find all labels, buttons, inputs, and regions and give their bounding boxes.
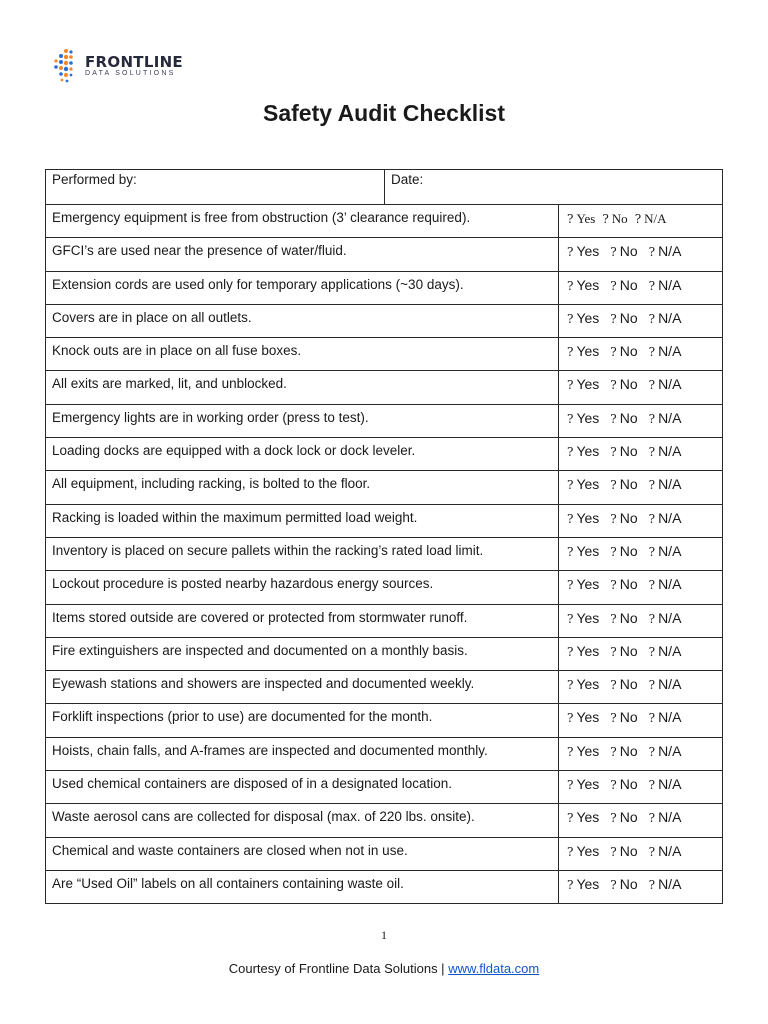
option-na[interactable]	[649, 310, 682, 326]
option-label: N/A	[658, 343, 682, 360]
option-label: No	[619, 709, 638, 726]
checkbox-placeholder-icon[interactable]: ?	[567, 611, 574, 626]
option-label: No	[619, 509, 638, 526]
option-yes[interactable]	[567, 310, 599, 326]
checklist-item-text: Chemical and waste containers are closed when not in use.	[46, 837, 559, 870]
checklist-row	[46, 404, 723, 437]
option-yes[interactable]	[567, 243, 599, 259]
checkbox-placeholder-icon[interactable]: ?	[567, 278, 574, 293]
option-na[interactable]	[649, 543, 682, 559]
checklist-item-text: Inventory is placed on secure pallets within the racking’s rated load limit.	[46, 537, 559, 570]
option-label: N/A	[658, 842, 682, 859]
checklist-options	[559, 304, 723, 337]
option-label: N/A	[658, 376, 682, 393]
footer-text: Courtesy of Frontline Data Solutions |	[228, 961, 449, 976]
option-label: N/A	[658, 409, 682, 426]
option-yes[interactable]	[567, 676, 599, 692]
option-label: Yes	[576, 709, 600, 726]
option-label: No	[619, 842, 638, 859]
option-label: N/A	[658, 742, 682, 759]
checkbox-placeholder-icon[interactable]: ?	[648, 778, 656, 793]
checklist-item-text: All exits are marked, lit, and unblocked.	[46, 371, 559, 404]
option-yes[interactable]	[567, 809, 599, 825]
page-number: 1	[381, 928, 387, 942]
option-yes[interactable]	[567, 576, 599, 592]
checkbox-placeholder-icon[interactable]: ?	[648, 245, 656, 260]
checkbox-placeholder-icon[interactable]: ?	[567, 644, 574, 659]
checkbox-placeholder-icon[interactable]: ?	[648, 278, 656, 293]
option-label: Yes	[576, 842, 600, 859]
option-no[interactable]	[610, 376, 637, 392]
option-no[interactable]	[610, 776, 637, 792]
checklist-row	[46, 604, 723, 637]
option-label: N/A	[658, 776, 682, 793]
option-label: Yes	[576, 509, 600, 526]
checkbox-placeholder-icon[interactable]: ?	[648, 678, 656, 693]
option-label: No	[619, 676, 638, 693]
checklist-row	[46, 771, 723, 804]
option-label: Yes	[576, 742, 600, 759]
checkbox-placeholder-icon[interactable]: ?	[567, 378, 574, 393]
footer-link[interactable]: www.fldata.com	[448, 961, 540, 976]
option-na[interactable]	[649, 443, 682, 459]
checkbox-placeholder-icon[interactable]: ?	[648, 378, 656, 393]
checklist-item-text: Are “Used Oil” labels on all containers containing waste oil.	[46, 870, 559, 903]
checklist-row	[46, 471, 723, 504]
checklist-row	[46, 238, 723, 271]
checklist-row	[46, 371, 723, 404]
checkbox-placeholder-icon[interactable]: ?	[567, 778, 574, 793]
option-label: N/A	[658, 476, 682, 493]
option-label: Yes	[576, 343, 600, 360]
checkbox-placeholder-icon[interactable]: ?	[567, 478, 574, 493]
checklist-row	[46, 537, 723, 570]
option-label: N/A	[658, 243, 682, 260]
checkbox-placeholder-icon[interactable]: ?	[610, 877, 617, 892]
checklist-item-text: Loading docks are equipped with a dock lock or dock leveler.	[46, 438, 559, 471]
option-label: No	[619, 343, 638, 360]
checkbox-placeholder-icon[interactable]: ?	[567, 678, 574, 693]
checkbox-placeholder-icon[interactable]: ?	[567, 844, 574, 859]
checklist-item-text: Racking is loaded within the maximum permitted load weight.	[46, 504, 559, 537]
checkbox-placeholder-icon[interactable]: ?	[648, 345, 656, 360]
option-na[interactable]	[649, 809, 682, 825]
header-row	[46, 170, 723, 205]
checklist-row	[46, 571, 723, 604]
checkbox-placeholder-icon[interactable]: ?	[610, 278, 617, 293]
checklist-row	[46, 304, 723, 337]
checkbox-placeholder-icon[interactable]: ?	[567, 245, 574, 260]
option-label: N/A	[658, 609, 682, 626]
option-no[interactable]	[610, 876, 637, 892]
checklist-row	[46, 637, 723, 670]
checkbox-placeholder-icon[interactable]: ?	[567, 311, 574, 326]
option-na[interactable]	[649, 410, 682, 426]
option-label: No	[619, 875, 638, 892]
checkbox-placeholder-icon[interactable]: ?	[648, 844, 656, 859]
checkbox-placeholder-icon[interactable]: ?	[648, 644, 656, 659]
option-no[interactable]	[610, 843, 637, 859]
option-na[interactable]	[649, 843, 682, 859]
option-label: Yes	[576, 642, 600, 659]
option-label: N/A	[658, 642, 682, 659]
checklist-row	[46, 338, 723, 371]
checklist-row	[46, 804, 723, 837]
option-na[interactable]	[649, 676, 682, 692]
option-na[interactable]	[649, 776, 682, 792]
checklist-item-text: Eyewash stations and showers are inspected and documented weekly.	[46, 671, 559, 704]
option-no[interactable]	[610, 277, 637, 293]
checklist-row	[46, 504, 723, 537]
option-label: No	[619, 642, 638, 659]
checklist-row	[46, 737, 723, 770]
checklist-row	[46, 704, 723, 737]
option-no[interactable]	[610, 610, 637, 626]
option-label: Yes	[576, 211, 596, 226]
option-label: N/A	[644, 211, 667, 226]
option-yes[interactable]	[567, 643, 599, 659]
option-label: No	[619, 476, 638, 493]
checklist-item-text: Knock outs are in place on all fuse boxes.	[46, 338, 559, 371]
checkbox-placeholder-icon[interactable]: ?	[648, 311, 656, 326]
option-na[interactable]	[649, 610, 682, 626]
checklist-item-text: Extension cords are used only for temporary applications (~30 days).	[46, 271, 559, 304]
option-no[interactable]	[610, 310, 637, 326]
checkbox-placeholder-icon[interactable]: ?	[567, 744, 574, 759]
option-na[interactable]	[649, 476, 682, 492]
checklist-options	[559, 771, 723, 804]
option-label: Yes	[576, 609, 600, 626]
checklist-options	[559, 238, 723, 271]
checkbox-placeholder-icon[interactable]: ?	[567, 877, 574, 892]
checkbox-placeholder-icon[interactable]: ?	[648, 578, 656, 593]
checkbox-placeholder-icon[interactable]: ?	[610, 844, 617, 859]
checklist-options	[559, 504, 723, 537]
option-yes[interactable]	[567, 443, 599, 459]
checkbox-placeholder-icon[interactable]: ?	[610, 345, 617, 360]
option-label: Yes	[576, 376, 600, 393]
checkbox-placeholder-icon[interactable]: ?	[610, 678, 617, 693]
option-label: N/A	[658, 875, 682, 892]
option-label: No	[619, 542, 638, 559]
checkbox-placeholder-icon[interactable]: ?	[567, 578, 574, 593]
checklist-item-text: Waste aerosol cans are collected for disposal (max. of 220 lbs. onsite).	[46, 804, 559, 837]
checklist-options	[559, 604, 723, 637]
option-label: Yes	[576, 809, 600, 826]
option-yes[interactable]	[567, 543, 599, 559]
option-label: N/A	[658, 309, 682, 326]
option-yes[interactable]	[567, 510, 599, 526]
option-label: Yes	[576, 409, 600, 426]
checkbox-placeholder-icon[interactable]: ?	[610, 811, 617, 826]
option-yes[interactable]	[567, 743, 599, 759]
option-label: No	[619, 609, 638, 626]
checklist-row	[46, 837, 723, 870]
option-no[interactable]	[610, 576, 637, 592]
option-label: N/A	[658, 676, 682, 693]
option-label: Yes	[576, 576, 600, 593]
option-label: Yes	[576, 476, 600, 493]
option-na[interactable]	[649, 243, 682, 259]
option-no[interactable]	[610, 510, 637, 526]
option-yes[interactable]	[567, 876, 599, 892]
checkbox-placeholder-icon[interactable]: ?	[567, 345, 574, 360]
option-yes[interactable]	[567, 610, 599, 626]
option-label: No	[619, 576, 638, 593]
checklist-row	[46, 671, 723, 704]
checklist-options	[559, 271, 723, 304]
option-no[interactable]	[602, 211, 627, 227]
checkbox-placeholder-icon[interactable]: ?	[648, 877, 656, 892]
frontline-logo-mark-icon	[52, 48, 80, 84]
option-na[interactable]	[649, 709, 682, 725]
checklist-options	[559, 737, 723, 770]
option-label: N/A	[658, 443, 682, 460]
checkbox-placeholder-icon[interactable]: ?	[610, 311, 617, 326]
checklist-item-text: Emergency lights are in working order (press to test).	[46, 404, 559, 437]
checkbox-placeholder-icon[interactable]: ?	[634, 212, 642, 226]
checkbox-placeholder-icon[interactable]: ?	[567, 511, 574, 526]
checklist-options	[559, 571, 723, 604]
option-na[interactable]	[649, 576, 682, 592]
checklist-options	[559, 338, 723, 371]
checklist-item-text: Hoists, chain falls, and A-frames are inspected and documented monthly.	[46, 737, 559, 770]
option-label: N/A	[658, 576, 682, 593]
date-label: Date:	[391, 172, 424, 187]
option-yes[interactable]	[567, 410, 599, 426]
checkbox-placeholder-icon[interactable]: ?	[648, 478, 656, 493]
checklist-table	[45, 169, 723, 904]
checklist-row	[46, 438, 723, 471]
checklist-item-text: Items stored outside are covered or protected from stormwater runoff.	[46, 604, 559, 637]
option-no[interactable]	[610, 543, 637, 559]
option-label: Yes	[576, 676, 600, 693]
checkbox-placeholder-icon[interactable]: ?	[567, 212, 574, 226]
checklist-row	[46, 271, 723, 304]
checkbox-placeholder-icon[interactable]: ?	[610, 644, 617, 659]
checkbox-placeholder-icon[interactable]: ?	[648, 711, 656, 726]
checklist-options	[559, 804, 723, 837]
option-label: No	[619, 309, 638, 326]
checklist-options	[559, 870, 723, 903]
option-no[interactable]	[610, 243, 637, 259]
checklist-item-text: All equipment, including racking, is bolted to the floor.	[46, 471, 559, 504]
checklist-options	[559, 471, 723, 504]
option-label: No	[619, 243, 638, 260]
option-na[interactable]	[635, 211, 667, 227]
option-no[interactable]	[610, 476, 637, 492]
option-yes[interactable]	[567, 776, 599, 792]
option-label: N/A	[658, 809, 682, 826]
checkbox-placeholder-icon[interactable]: ?	[567, 711, 574, 726]
checkbox-placeholder-icon[interactable]: ?	[567, 544, 574, 559]
option-yes[interactable]	[567, 843, 599, 859]
option-label: Yes	[576, 443, 600, 460]
option-no[interactable]	[610, 410, 637, 426]
option-label: No	[619, 409, 638, 426]
option-yes[interactable]	[567, 211, 595, 227]
checklist-options	[559, 537, 723, 570]
footer	[0, 961, 768, 976]
option-no[interactable]	[610, 443, 637, 459]
checklist-item-text: GFCI’s are used near the presence of water/fluid.	[46, 238, 559, 271]
checklist-item-text: Used chemical containers are disposed of in a designated location.	[46, 771, 559, 804]
checkbox-placeholder-icon[interactable]: ?	[567, 811, 574, 826]
checkbox-placeholder-icon[interactable]: ?	[602, 212, 609, 226]
option-no[interactable]	[610, 743, 637, 759]
option-na[interactable]	[649, 876, 682, 892]
option-na[interactable]	[649, 277, 682, 293]
option-label: Yes	[576, 542, 600, 559]
option-yes[interactable]	[567, 277, 599, 293]
option-label: Yes	[576, 276, 600, 293]
option-na[interactable]	[649, 743, 682, 759]
checklist-options	[559, 438, 723, 471]
logo-name: FRONTLINE	[85, 53, 183, 71]
option-label: N/A	[658, 276, 682, 293]
checklist-options	[559, 637, 723, 670]
checkbox-placeholder-icon[interactable]: ?	[610, 611, 617, 626]
checkbox-placeholder-icon[interactable]: ?	[567, 445, 574, 460]
checkbox-placeholder-icon[interactable]: ?	[648, 511, 656, 526]
performed-by-field[interactable]	[46, 170, 385, 205]
option-label: No	[611, 211, 628, 226]
option-label: N/A	[658, 509, 682, 526]
checklist-row	[46, 205, 723, 238]
checklist-item-text: Forklift inspections (prior to use) are documented for the month.	[46, 704, 559, 737]
performed-by-label: Performed by:	[52, 172, 137, 187]
checkbox-placeholder-icon[interactable]: ?	[648, 445, 656, 460]
option-label: No	[619, 376, 638, 393]
checkbox-placeholder-icon[interactable]: ?	[610, 578, 617, 593]
checklist-options	[559, 205, 723, 238]
checkbox-placeholder-icon[interactable]: ?	[610, 445, 617, 460]
option-label: N/A	[658, 542, 682, 559]
option-na[interactable]	[649, 376, 682, 392]
option-yes[interactable]	[567, 376, 599, 392]
checkbox-placeholder-icon[interactable]: ?	[610, 778, 617, 793]
checklist-row	[46, 870, 723, 903]
option-label: No	[619, 276, 638, 293]
checkbox-placeholder-icon[interactable]: ?	[648, 411, 656, 426]
checklist-options	[559, 671, 723, 704]
checklist-options	[559, 704, 723, 737]
option-label: Yes	[576, 875, 600, 892]
date-field[interactable]	[385, 170, 723, 205]
option-no[interactable]	[610, 643, 637, 659]
option-yes[interactable]	[567, 709, 599, 725]
option-no[interactable]	[610, 343, 637, 359]
checkbox-placeholder-icon[interactable]: ?	[648, 611, 656, 626]
checkbox-placeholder-icon[interactable]: ?	[610, 478, 617, 493]
option-label: No	[619, 809, 638, 826]
option-label: Yes	[576, 243, 600, 260]
checkbox-placeholder-icon[interactable]: ?	[610, 711, 617, 726]
option-yes[interactable]	[567, 343, 599, 359]
checklist-item-text: Fire extinguishers are inspected and documented on a monthly basis.	[46, 637, 559, 670]
option-na[interactable]	[649, 510, 682, 526]
option-yes[interactable]	[567, 476, 599, 492]
checklist-item-text: Covers are in place on all outlets.	[46, 304, 559, 337]
option-no[interactable]	[610, 709, 637, 725]
option-label: Yes	[576, 776, 600, 793]
checklist-options	[559, 404, 723, 437]
page-title: Safety Audit Checklist	[263, 100, 505, 126]
logo-tagline: DATA SOLUTIONS	[85, 70, 176, 77]
option-na[interactable]	[649, 643, 682, 659]
checklist-options	[559, 837, 723, 870]
checkbox-placeholder-icon[interactable]: ?	[648, 544, 656, 559]
checklist-item-text: Lockout procedure is posted nearby hazardous energy sources.	[46, 571, 559, 604]
checkbox-placeholder-icon[interactable]: ?	[610, 378, 617, 393]
option-no[interactable]	[610, 809, 637, 825]
checklist-options	[559, 371, 723, 404]
option-no[interactable]	[610, 676, 637, 692]
option-label: N/A	[658, 709, 682, 726]
checkbox-placeholder-icon[interactable]: ?	[610, 544, 617, 559]
checkbox-placeholder-icon[interactable]: ?	[567, 411, 574, 426]
option-label: Yes	[576, 309, 600, 326]
checkbox-placeholder-icon[interactable]: ?	[610, 511, 617, 526]
option-na[interactable]	[649, 343, 682, 359]
checkbox-placeholder-icon[interactable]: ?	[610, 245, 617, 260]
option-label: No	[619, 776, 638, 793]
checkbox-placeholder-icon[interactable]: ?	[648, 811, 656, 826]
checkbox-placeholder-icon[interactable]: ?	[610, 744, 617, 759]
option-label: No	[619, 443, 638, 460]
checkbox-placeholder-icon[interactable]: ?	[648, 744, 656, 759]
checkbox-placeholder-icon[interactable]: ?	[610, 411, 617, 426]
checklist-item-text: Emergency equipment is free from obstruction (3’ clearance required).	[46, 205, 559, 238]
option-label: No	[619, 742, 638, 759]
